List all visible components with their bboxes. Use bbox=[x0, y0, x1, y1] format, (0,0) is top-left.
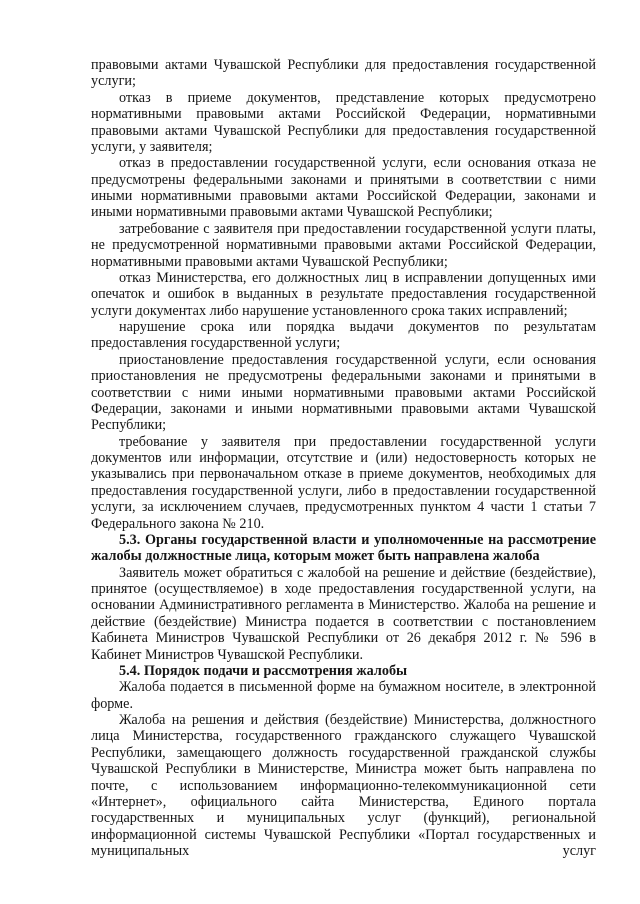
section-5-4-paragraph-1: Жалоба подается в письменной форме на бумажном носителе, в электронной форме. bbox=[91, 679, 596, 712]
section-heading-5-4: 5.4. Порядок подачи и рассмотрения жалобы bbox=[119, 662, 408, 679]
list-item-complaint-ground-1: отказ в приеме документов, представление которых предусмотрено нормативными правовыми актами Российской Федерации, нормативными правовыми актами Чувашской Республики для предоставления государственной услуги, у заявителя; bbox=[91, 89, 596, 155]
paragraph-continued-from-previous-page: правовыми актами Чувашской Республики для предоставления государственной услуги; bbox=[91, 57, 596, 90]
list-item-complaint-ground-5: нарушение срока или порядка выдачи документов по результатам предоставления государственной услуги; bbox=[91, 319, 596, 352]
list-item-complaint-ground-3: затребование с заявителя при предоставлении государственной услуги платы, не предусмотренной нормативными правовыми актами Российской Федерации, нормативными правовыми актами Чувашской Республики; bbox=[91, 220, 596, 270]
section-5-3-paragraph: Заявитель может обратиться с жалобой на решение и действие (бездействие), принятое (осуществляемое) в ходе предоставления государственной услуги, на основании Административного регламента в Министерство. Жалоба на решение и действие (бездействие) Министра подается в соответствии с постановлением Кабинета Министров Чувашской Республики от 26 декабря 2012 г. № 596 в Кабинет Министров Чувашской Республики. bbox=[91, 564, 596, 663]
list-item-complaint-ground-6: приостановление предоставления государственной услуги, если основания приостановления не предусмотрены федеральными законами и принятыми в соответствии с ними иными нормативными правовыми актами Российской Федерации, законами и иными нормативными правовыми актами Чувашской Республики; bbox=[91, 351, 596, 434]
list-item-complaint-ground-7: требование у заявителя при предоставлении государственной услуги документов или информации, отсутствие и (или) недостоверность которых не указывались при первоначальном отказе в приеме документов, необходимых для предоставления государственной услуги, либо в предоставлении государственной услуги, за исключением случаев, предусмотренных пунктом 4 части 1 статьи 7 Федерального закона № 210. bbox=[91, 433, 596, 532]
section-5-4-paragraph-2-continues-next-page: Жалоба на решения и действия (бездействие) Министерства, должностного лица Министерства, государственного гражданского служащего Чувашской Республики, замещающего должность государственной гражданской службы Чувашской Республики в Министерстве, Министра может быть направлена по почте, с использованием информационно-телекоммуникационной сети «Интернет», официального сайта Министерства, Единого портала государственных и муниципальных услуг (функций), региональной информационной системы Чувашской Республики «Портал государственных и муниципальных услуг bbox=[91, 712, 596, 859]
section-heading-5-3: 5.3. Органы государственной власти и уполномоченные на рассмотрение жалобы должностные лица, которым может быть направлена жалоба bbox=[91, 531, 596, 565]
list-item-complaint-ground-2: отказ в предоставлении государственной услуги, если основания отказа не предусмотрены федеральными законами и принятыми в соответствии с ними иными нормативными правовыми актами Российской Федерации, законами и иными нормативными правовыми актами Чувашской Республики; bbox=[91, 155, 596, 221]
list-item-complaint-ground-4: отказ Министерства, его должностных лиц в исправлении допущенных ими опечаток и ошибок в выданных в результате предоставления государственной услуги документах либо нарушение установленного срока таких исправлений; bbox=[91, 269, 596, 319]
